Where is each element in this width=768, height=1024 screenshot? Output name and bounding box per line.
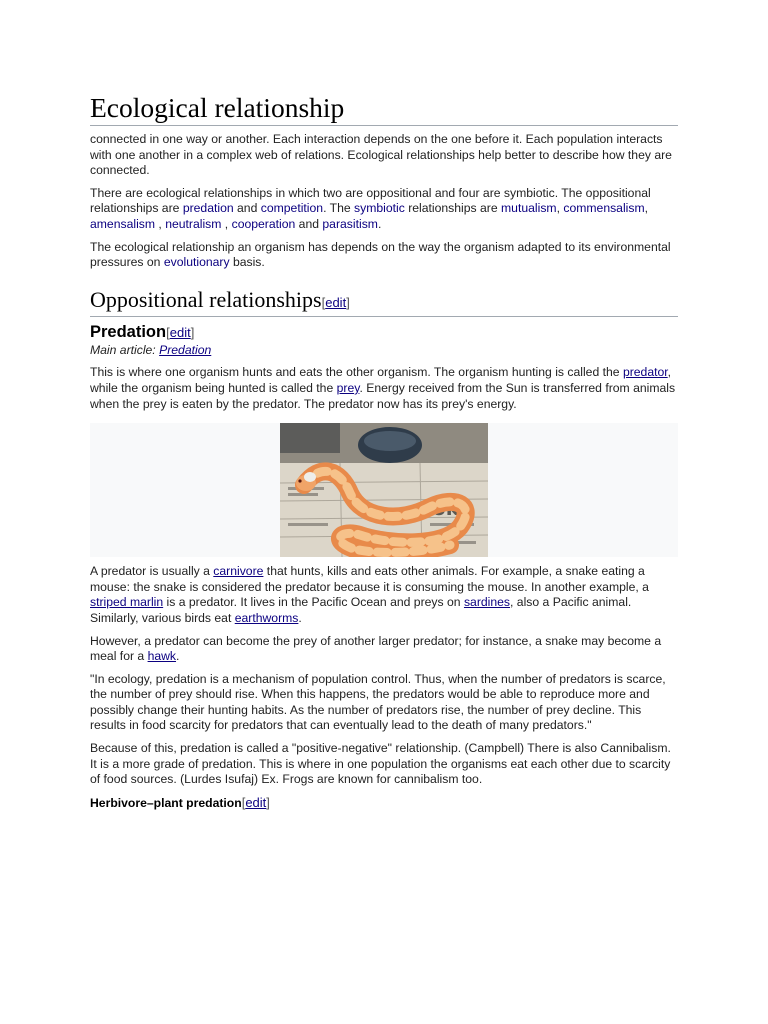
intro-paragraph-2: There are ecological relationships in which two are oppositional and four are symbiotic. The oppositional relationships are predation and competition. The symbiotic relationships are mutualism, commensalism, amensalism , neutralism , cooperation and parasitism. [90, 185, 651, 231]
link-amensalism[interactable]: amensalism [90, 216, 156, 231]
edit-link-oppositional[interactable]: edit [325, 294, 347, 310]
link-neutralism[interactable]: neutralism [165, 216, 222, 231]
link-cooperation[interactable]: cooperation [231, 216, 296, 231]
edit-link-herbivore[interactable]: edit [245, 794, 267, 810]
article-content [90, 92, 678, 811]
link-earthworms[interactable]: earthworms [234, 610, 299, 625]
link-competition[interactable]: competition [260, 201, 324, 216]
heading-predation: Predation[edit] [90, 322, 195, 341]
intro-paragraph-3: The ecological relationship an organism has depends on the way the organism adapted to its environmental pressures on evolutionary basis. [90, 239, 671, 270]
page-title: Ecological relationship [90, 92, 678, 126]
link-hawk[interactable]: hawk [147, 649, 177, 664]
link-predator[interactable]: predator [622, 365, 668, 380]
predation-paragraph-5: Because of this, predation is called a "positive-negative" relationship. (Campbell) There is also Cannibalism. It is a more grade of predation. This is where in one population the organisms eat each other due to scarcity of food sources. (Lurdes Isufaj) Ex. Frogs are known for cannibalism too. [90, 741, 671, 787]
link-predation[interactable]: predation [182, 201, 234, 216]
link-commensalism[interactable]: commensalism [563, 201, 645, 216]
link-parasitism[interactable]: parasitism [322, 216, 378, 231]
hatnote-main-article: Main article: Predation [90, 342, 212, 357]
heading-oppositional-relationships: Oppositional relationships[edit] [90, 286, 678, 317]
svg-text:ok: ok [432, 496, 460, 521]
intro-paragraph-1: connected in one way or another. Each interaction depends on the one before it. Each population interacts with one another in a complex web of relations. Ecological relationships help better to describe how they are connected. [90, 132, 672, 178]
edit-section: [edit] [241, 794, 270, 810]
edit-section: [edit] [166, 324, 195, 340]
figure-snake [90, 423, 678, 557]
link-mutualism[interactable]: mutualism [501, 201, 557, 216]
link-prey[interactable]: prey [336, 380, 360, 395]
heading-herbivore-plant-predation: Herbivore–plant predation[edit] [90, 794, 270, 810]
snake-image [280, 423, 488, 557]
edit-link-predation[interactable]: edit [169, 324, 191, 340]
predation-paragraph-3: However, a predator can become the prey of another larger predator; for instance, a snake may become a meal for a hawk. [90, 633, 662, 664]
predation-quote-paragraph: "In ecology, predation is a mechanism of population control. Thus, when the number of predators is scarce, the number of prey should rise. When this happens, the predators would be able to reproduce more and possibly change their hunting habits. As the number of predators rise, the number of prey decline. This results in food scarcity for predators that can eventually lead to the death of many predators." [90, 671, 666, 733]
link-symbiotic[interactable]: symbiotic [354, 201, 405, 216]
snake-photo[interactable] [280, 423, 488, 557]
predation-paragraph-1: This is where one organism hunts and eats the other organism. The organism hunting is called the predator, while the organism being hunted is called the prey. Energy received from the Sun is transferred from animals when the prey is eaten by the predator. The predator now has its prey's energy. [90, 365, 676, 411]
link-carnivore[interactable]: carnivore [213, 564, 264, 579]
edit-section: [edit] [321, 294, 350, 310]
link-sardines[interactable]: sardines [463, 595, 511, 610]
link-striped-marlin[interactable]: striped marlin [90, 595, 164, 610]
link-evolutionary[interactable]: evolutionary [163, 255, 230, 270]
link-main-article-predation[interactable]: Predation [159, 342, 212, 357]
predation-paragraph-2: A predator is usually a carnivore that hunts, kills and eats other animals. For example, a snake eating a mouse: the snake is considered the predator because it is consuming the mouse. In another example, a striped marlin is a predator. It lives in the Pacific Ocean and preys on sardines, also a Pacific animal. Similarly, various birds eat earthworms. [90, 564, 649, 625]
